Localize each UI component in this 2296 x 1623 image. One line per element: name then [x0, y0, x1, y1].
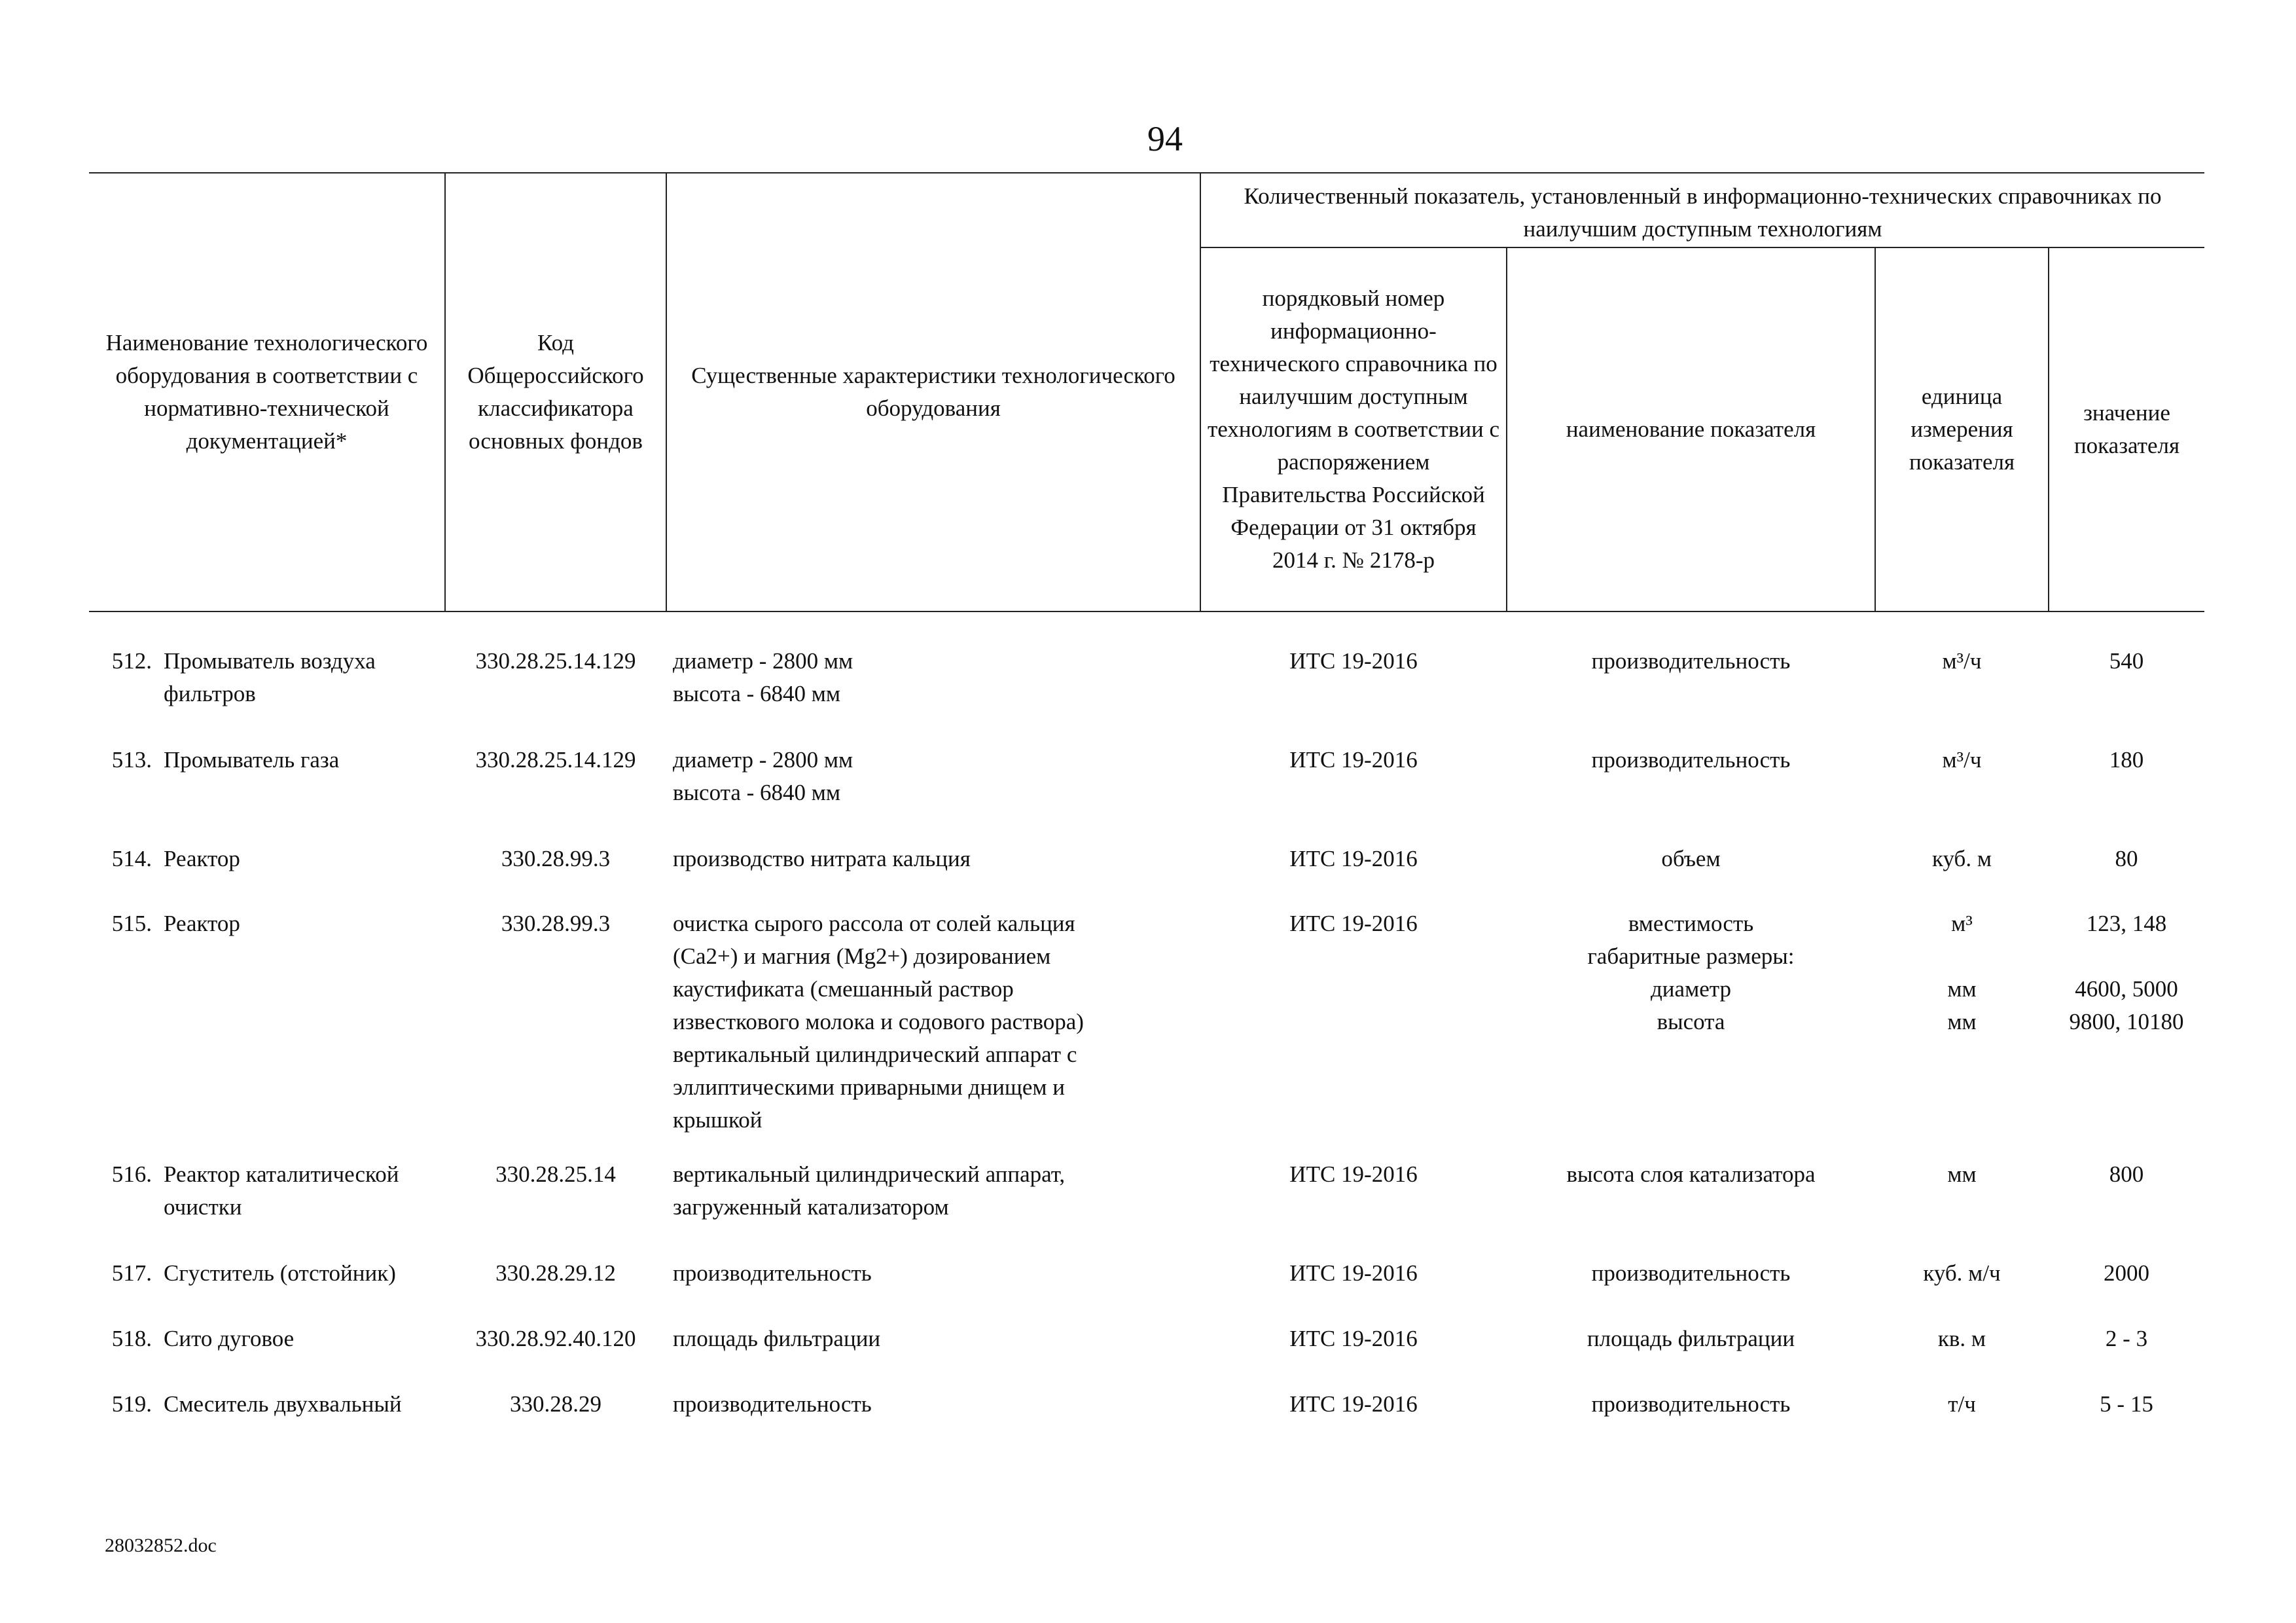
unit: куб. м: [1931, 846, 1992, 871]
unit: м³ мм мм: [1947, 911, 1977, 1034]
equipment-name: Реактор: [164, 846, 240, 871]
equipment-name: Смеситель двухвальный: [164, 1391, 402, 1417]
row-number: 515.: [111, 911, 152, 936]
header-quantitative-group: Количественный показатель, установленный в информационно-технических справочниках по наилучшим доступным технологиям: [1200, 173, 2204, 247]
equipment-table: [89, 172, 2204, 1422]
indicator-name: производительность: [1591, 747, 1791, 773]
unit: мм: [1947, 1161, 1977, 1187]
indicator-value: 800: [2109, 1161, 2144, 1187]
its-number: ИТС 19-2016: [1289, 1260, 1418, 1286]
indicator-name: высота слоя катализатора: [1566, 1161, 1816, 1187]
characteristics: вертикальный цилиндрический аппарат, загруженный катализатором: [673, 1161, 1066, 1220]
file-name-footer: 28032852.doc: [105, 1535, 217, 1556]
header-its-number: порядковый номер информационно-технического справочника по наилучшим доступным технологиям в соответствии с распоряжением Правительства Российской Федерации от 31 октября 2014 г. № 2178-р: [1200, 247, 1507, 611]
its-number: ИТС 19-2016: [1289, 1161, 1418, 1187]
page-number: 94: [1147, 119, 1183, 158]
indicator-name: площадь фильтрации: [1587, 1326, 1795, 1351]
equipment-name: Промыватель газа: [164, 747, 340, 773]
classifier-code: 330.28.25.14.129: [475, 747, 636, 773]
unit: м³/ч: [1942, 648, 1982, 674]
classifier-code: 330.28.92.40.120: [475, 1326, 636, 1351]
row-number: 512.: [111, 648, 152, 674]
its-number: ИТС 19-2016: [1289, 648, 1418, 674]
row-number: 514.: [111, 846, 152, 871]
header-indicator-name: наименование показателя: [1507, 247, 1875, 611]
its-number: ИТС 19-2016: [1289, 1391, 1418, 1417]
unit: м³/ч: [1942, 747, 1982, 773]
characteristics: диаметр - 2800 мм высота - 6840 мм: [673, 747, 853, 805]
indicator-value: 80: [2115, 846, 2138, 871]
header-characteristics: Существенные характеристики технологического оборудования: [666, 173, 1200, 611]
characteristics: производительность: [673, 1260, 872, 1286]
header-unit: единица измерения показателя: [1875, 247, 2049, 611]
its-number: ИТС 19-2016: [1289, 846, 1418, 871]
header-classifier-code: Код Общероссийского классификатора основных фондов: [445, 173, 666, 611]
indicator-name: производительность: [1591, 1260, 1791, 1286]
indicator-value: 2000: [2104, 1260, 2149, 1286]
equipment-name: Промыватель воздуха фильтров: [164, 648, 376, 706]
indicator-value: 540: [2109, 648, 2144, 674]
table-row: [89, 712, 2204, 811]
characteristics: диаметр - 2800 мм высота - 6840 мм: [673, 648, 853, 706]
its-number: ИТС 19-2016: [1289, 1326, 1418, 1351]
table-row: [89, 611, 2204, 712]
classifier-code: 330.28.99.3: [501, 911, 611, 936]
classifier-code: 330.28.25.14: [495, 1161, 616, 1187]
header-equipment-name: Наименование технологического оборудования в соответствии с нормативно-технической документацией*: [89, 173, 445, 611]
indicator-value: 123, 148 4600, 5000 9800, 10180: [2069, 911, 2184, 1034]
indicator-name: вместимость габаритные размеры: диаметр высота: [1587, 911, 1795, 1034]
unit: т/ч: [1948, 1391, 1976, 1417]
classifier-code: 330.28.29: [510, 1391, 601, 1417]
indicator-name: объем: [1661, 846, 1721, 871]
equipment-name: Сгуститель (отстойник): [164, 1260, 396, 1286]
characteristics: площадь фильтрации: [673, 1326, 881, 1351]
its-number: ИТС 19-2016: [1289, 911, 1418, 936]
header-value: значение показателя: [2049, 247, 2204, 611]
indicator-value: 180: [2109, 747, 2144, 773]
unit: куб. м/ч: [1923, 1260, 2001, 1286]
table-row: [89, 1226, 2204, 1291]
characteristics: производительность: [673, 1391, 872, 1417]
table-row: [89, 811, 2204, 877]
classifier-code: 330.28.99.3: [501, 846, 611, 871]
table-row: [89, 1139, 2204, 1226]
equipment-name: Сито дуговое: [164, 1326, 295, 1351]
equipment-name: Реактор: [164, 911, 240, 936]
table-row: [89, 1291, 2204, 1357]
table-row: [89, 1357, 2204, 1422]
row-number: 518.: [111, 1326, 152, 1351]
characteristics: очистка сырого рассола от солей кальция (Ca2+) и магния (Mg2+) дозированием каустификата (смешанный раствор известкового молока и содового раствора) вертикальный цилиндрический аппарат с эллиптическими приварными днищем и крышкой: [673, 911, 1084, 1133]
indicator-name: производительность: [1591, 648, 1791, 674]
row-number: 517.: [111, 1260, 152, 1286]
row-number: 516.: [111, 1161, 152, 1187]
its-number: ИТС 19-2016: [1289, 747, 1418, 773]
equipment-name: Реактор каталитической очистки: [164, 1161, 399, 1220]
indicator-name: производительность: [1591, 1391, 1791, 1417]
classifier-code: 330.28.29.12: [495, 1260, 616, 1286]
indicator-value: 2 - 3: [2105, 1326, 2148, 1351]
characteristics: производство нитрата кальция: [673, 846, 971, 871]
row-number: 513.: [111, 747, 152, 773]
indicator-value: 5 - 15: [2100, 1391, 2153, 1417]
table-row: [89, 877, 2204, 1139]
unit: кв. м: [1937, 1326, 1986, 1351]
row-number: 519.: [111, 1391, 152, 1417]
classifier-code: 330.28.25.14.129: [475, 648, 636, 674]
